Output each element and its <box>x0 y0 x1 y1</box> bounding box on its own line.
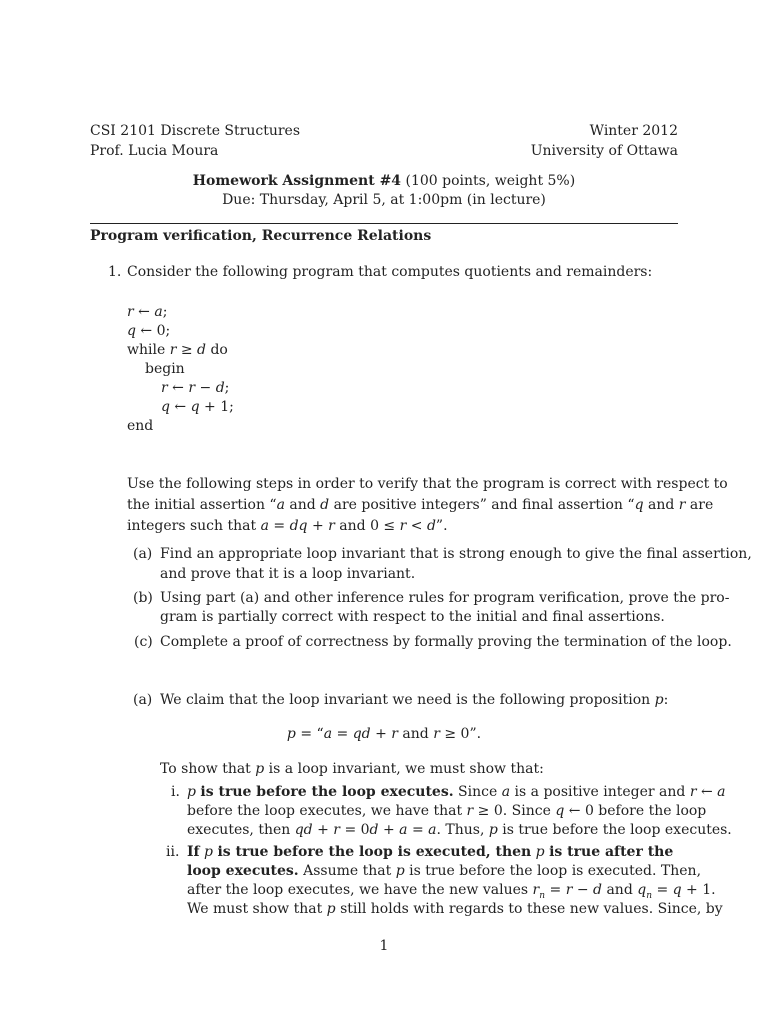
item-text: We must show that p still holds with regards to these new values. Since, by <box>187 901 723 917</box>
invariant-formula: p = “a = qd + r and r ≥ 0”. <box>286 726 482 742</box>
item-text: loop executes. Assume that p is true before the loop is executed. Then, <box>187 863 702 879</box>
item-number: i. <box>171 784 180 800</box>
program-line: r ← a; <box>127 304 168 320</box>
item-text: If p is true before the loop is executed, then p is true after the <box>187 844 674 860</box>
professor-name: Prof. Lucia Moura <box>90 143 219 159</box>
divider <box>90 223 678 224</box>
part-label: (c) <box>134 634 153 650</box>
program-line: q ← q + 1; <box>161 399 234 415</box>
page-number: 1 <box>379 938 389 954</box>
item-text: executes, then qd + r = 0d + a = a. Thus, p is true before the loop executes. <box>187 822 732 838</box>
assignment-title: Homework Assignment #4 (100 points, weight 5%) <box>192 173 576 189</box>
term: Winter 2012 <box>589 123 678 139</box>
program-line: begin <box>145 361 185 377</box>
course-title: CSI 2101 Discrete Structures <box>90 123 300 139</box>
program-line: while r ≥ d do <box>127 342 228 358</box>
due-date: Due: Thursday, April 5, at 1:00pm (in lecture) <box>222 192 546 208</box>
paragraph-line: integers such that a = dq + r and 0 ≤ r < d”. <box>127 518 448 534</box>
question-intro: Consider the following program that computes quotients and remainders: <box>127 264 653 280</box>
answer-to-show: To show that p is a loop invariant, we must show that: <box>160 761 544 777</box>
part-text: Find an appropriate loop invariant that is strong enough to give the final assertion, <box>160 546 752 562</box>
program-line: end <box>127 418 154 434</box>
item-text: after the loop executes, we have the new values $r_n = r - d$ and $q_n = q + 1$. <box>187 882 716 901</box>
item-number: ii. <box>166 844 180 860</box>
part-text: gram is partially correct with respect to the initial and final assertions. <box>160 609 665 625</box>
program-line: r ← r − d; <box>161 380 230 396</box>
program-line: q ← 0; <box>127 323 171 339</box>
paragraph-line: Use the following steps in order to verify that the program is correct with respect to <box>127 476 728 492</box>
item-text: p is true before the loop executes. Since a is a positive integer and r ← a <box>187 784 726 800</box>
paragraph-line: the initial assertion “a and d are positive integers” and final assertion “q and r are <box>127 497 714 513</box>
university: University of Ottawa <box>530 143 678 159</box>
question-number: 1. <box>108 264 122 280</box>
item-text: before the loop executes, we have that r ≥ 0. Since q ← 0 before the loop <box>187 803 707 819</box>
part-text: and prove that it is a loop invariant. <box>160 566 416 582</box>
answer-label: (a) <box>133 692 153 708</box>
part-text: Using part (a) and other inference rules for program verification, prove the pro- <box>160 590 730 606</box>
section-heading: Program verification, Recurrence Relations <box>90 228 432 244</box>
part-label: (b) <box>133 590 153 606</box>
answer-claim: We claim that the loop invariant we need is the following proposition p: <box>160 692 669 708</box>
part-text: Complete a proof of correctness by formally proving the termination of the loop. <box>160 634 732 650</box>
part-label: (a) <box>133 546 153 562</box>
